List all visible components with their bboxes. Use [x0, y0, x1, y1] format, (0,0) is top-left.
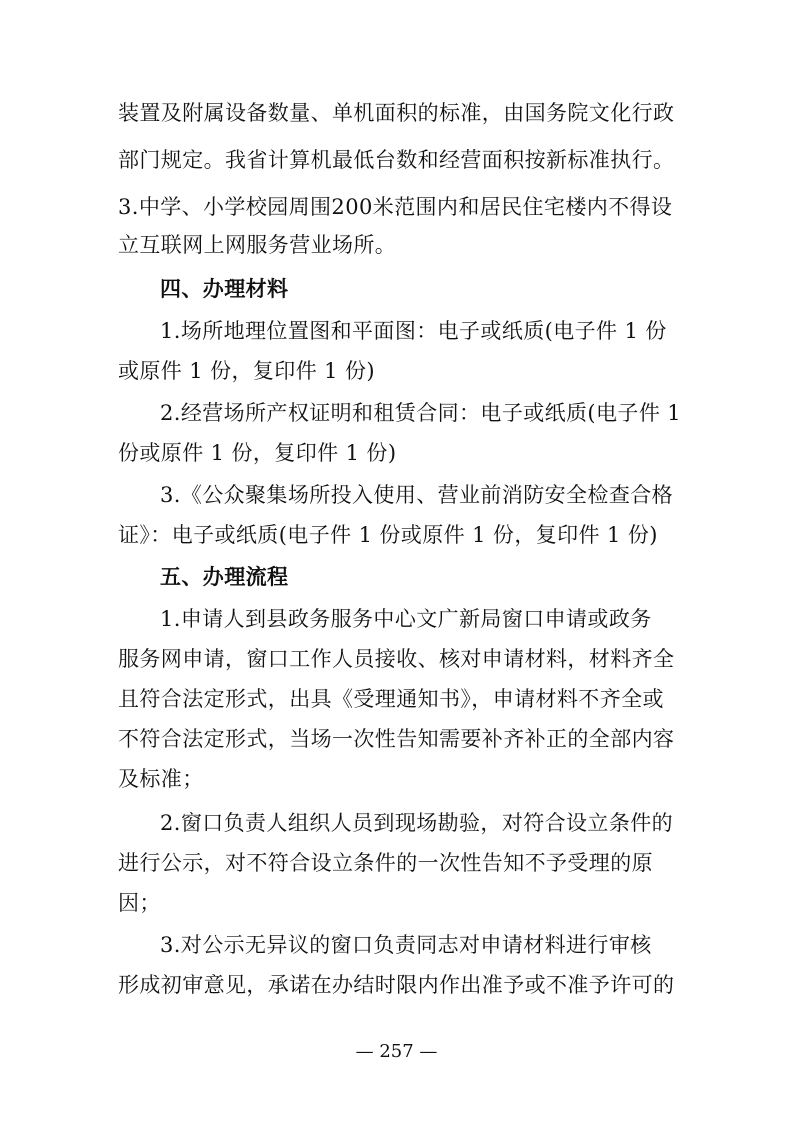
text-line: 3.对公示无异议的窗口负责同志对申请材料进行审核: [160, 933, 652, 957]
text-line: 立互联网上网服务营业场所。: [118, 233, 397, 257]
text-line: 及标准；: [118, 767, 204, 791]
section-heading-materials: 四、办理材料: [160, 276, 289, 301]
text-line: 1.场所地理位置图和平面图：电子或纸质(电子件 1 份: [160, 319, 667, 343]
text-line: 2.窗口负责人组织人员到现场勘验，对符合设立条件的: [160, 811, 674, 835]
text-line: 且符合法定形式，出具《受理通知书》，申请材料不齐全或: [118, 687, 664, 711]
text-line: 证》：电子或纸质(电子件 1 份或原件 1 份，复印件 1 份): [118, 523, 658, 547]
text-line: 或原件 1 份，复印件 1 份): [118, 359, 376, 383]
text-line: 形成初审意见，承诺在办结时限内作出准予或不准予许可的: [118, 973, 675, 997]
text-line: 进行公示，对不符合设立条件的一次性告知不予受理的原: [118, 851, 653, 875]
page-number: — 257 —: [355, 1041, 438, 1062]
text-line: 1.申请人到县政务服务中心文广新局窗口申请或政务: [160, 607, 652, 631]
text-line: 装置及附属设备数量、单机面积的标准，由国务院文化行政: [118, 101, 675, 125]
text-line: 服务网申请，窗口工作人员接收、核对申请材料，材料齐全: [118, 647, 675, 671]
text-line: 2.经营场所产权证明和租赁合同：电子或纸质(电子件 1: [160, 401, 682, 425]
section-heading-process: 五、办理流程: [160, 564, 289, 589]
text-line: 份或原件 1 份，复印件 1 份): [118, 441, 397, 465]
text-line: 因；: [118, 891, 161, 915]
text-line: 不符合法定形式，当场一次性告知需要补齐补正的全部内容: [118, 727, 675, 751]
text-line: 3.《公众聚集场所投入使用、营业前消防安全检查合格: [160, 483, 674, 507]
text-line: 部门规定。我省计算机最低台数和经营面积按新标准执行。: [118, 148, 675, 172]
text-line: 3.中学、小学校园周围200米范围内和居民住宅楼内不得设: [118, 195, 673, 219]
